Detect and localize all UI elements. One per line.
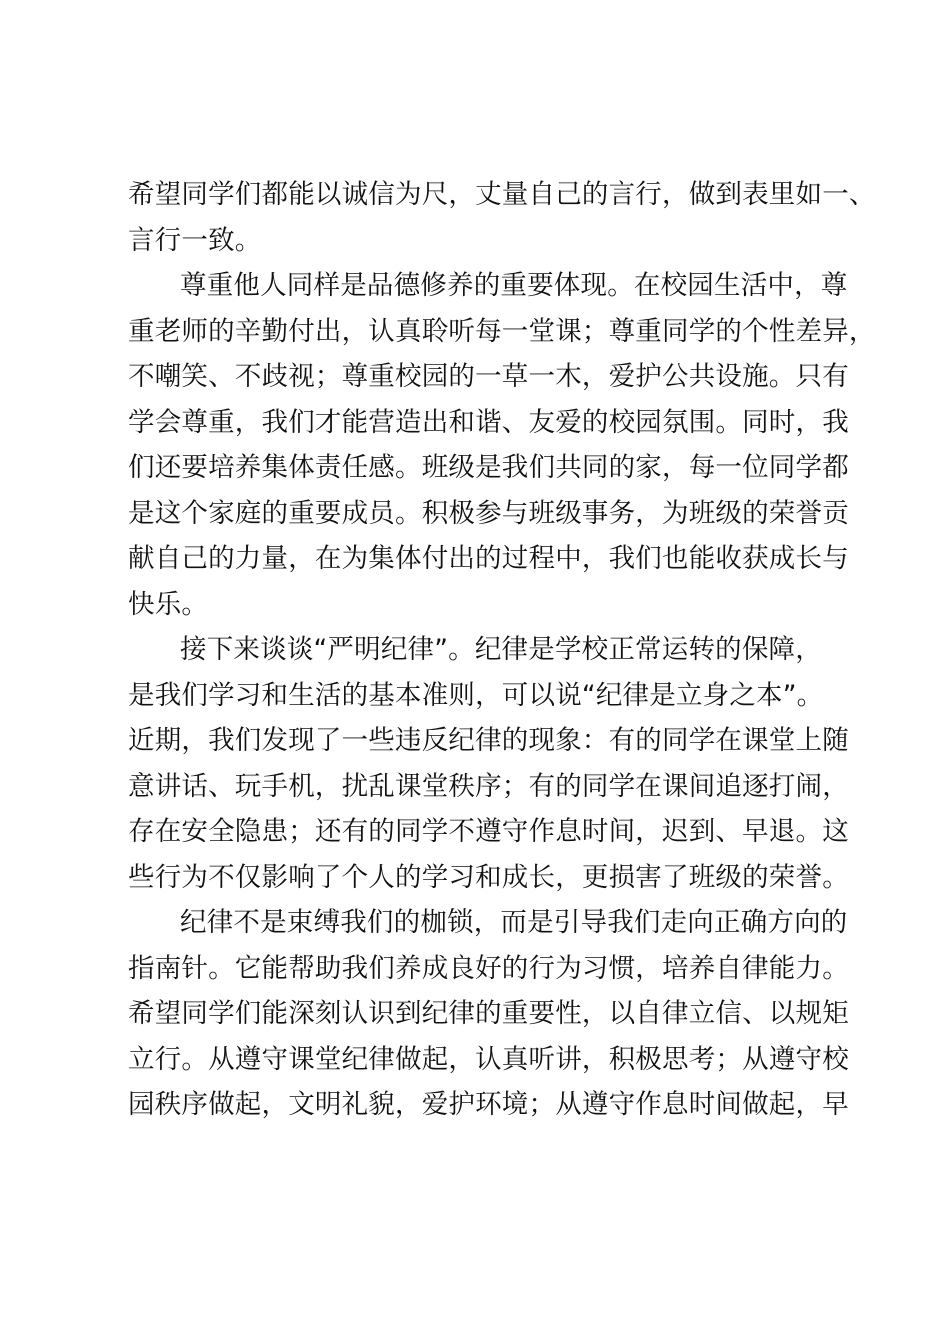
text-line: 近期，我们发现了一些违反纪律的现象：有的同学在课堂上随 — [128, 725, 849, 756]
text-line: 些行为不仅影响了个人的学习和成长，更损害了班级的荣誉。 — [128, 861, 849, 893]
text-line: 快乐。 — [128, 588, 209, 620]
text-line: 园秩序做起，文明礼貌，爱护环境；从遵守作息时间做起，早 — [128, 1089, 849, 1120]
paragraph-first-line: 接下来谈谈“严明纪律”。纪律是学校正常运转的保障， — [180, 634, 822, 665]
text-line: 存在安全隐患；还有的同学不遵守作息时间，迟到、早退。这 — [128, 816, 849, 847]
text-line: 献自己的力量，在为集体付出的过程中，我们也能收获成长与 — [128, 543, 849, 574]
text-line: 意讲话、玩手机，扰乱课堂秩序；有的同学在课间追逐打闹， — [128, 770, 849, 802]
text-line: 希望同学们能深刻认识到纪律的重要性，以自律立信、以规矩 — [128, 998, 849, 1029]
text-line: 学会尊重，我们才能营造出和谐、友爱的校园氛围。同时，我 — [128, 406, 849, 438]
text-line: 是这个家庭的重要成员。积极参与班级事务，为班级的荣誉贡 — [128, 497, 849, 529]
text-line: 是我们学习和生活的基本准则，可以说“纪律是立身之本”。 — [128, 679, 824, 711]
paragraph-first-line: 纪律不是束缚我们的枷锁，而是引导我们走向正确方向的 — [180, 907, 848, 938]
text-line: 指南针。它能帮助我们养成良好的行为习惯，培养自律能力。 — [128, 952, 849, 984]
paragraph-first-line: 尊重他人同样是品德修养的重要体现。在校园生活中，尊 — [180, 270, 848, 301]
text-line: 们还要培养集体责任感。班级是我们共同的家，每一位同学都 — [128, 452, 849, 483]
text-line: 立行。从遵守课堂纪律做起，认真听讲，积极思考；从遵守校 — [128, 1043, 849, 1075]
text-line: 不嘲笑、不歧视；尊重校园的一草一木，爱护公共设施。只有 — [128, 361, 849, 392]
text-line: 希望同学们都能以诚信为尺，丈量自己的言行，做到表里如一、 — [128, 179, 876, 210]
document-body — [128, 172, 876, 1128]
text-line: 重老师的辛勤付出，认真聆听每一堂课；尊重同学的个性差异， — [128, 315, 876, 347]
text-line: 言行一致。 — [128, 224, 262, 256]
